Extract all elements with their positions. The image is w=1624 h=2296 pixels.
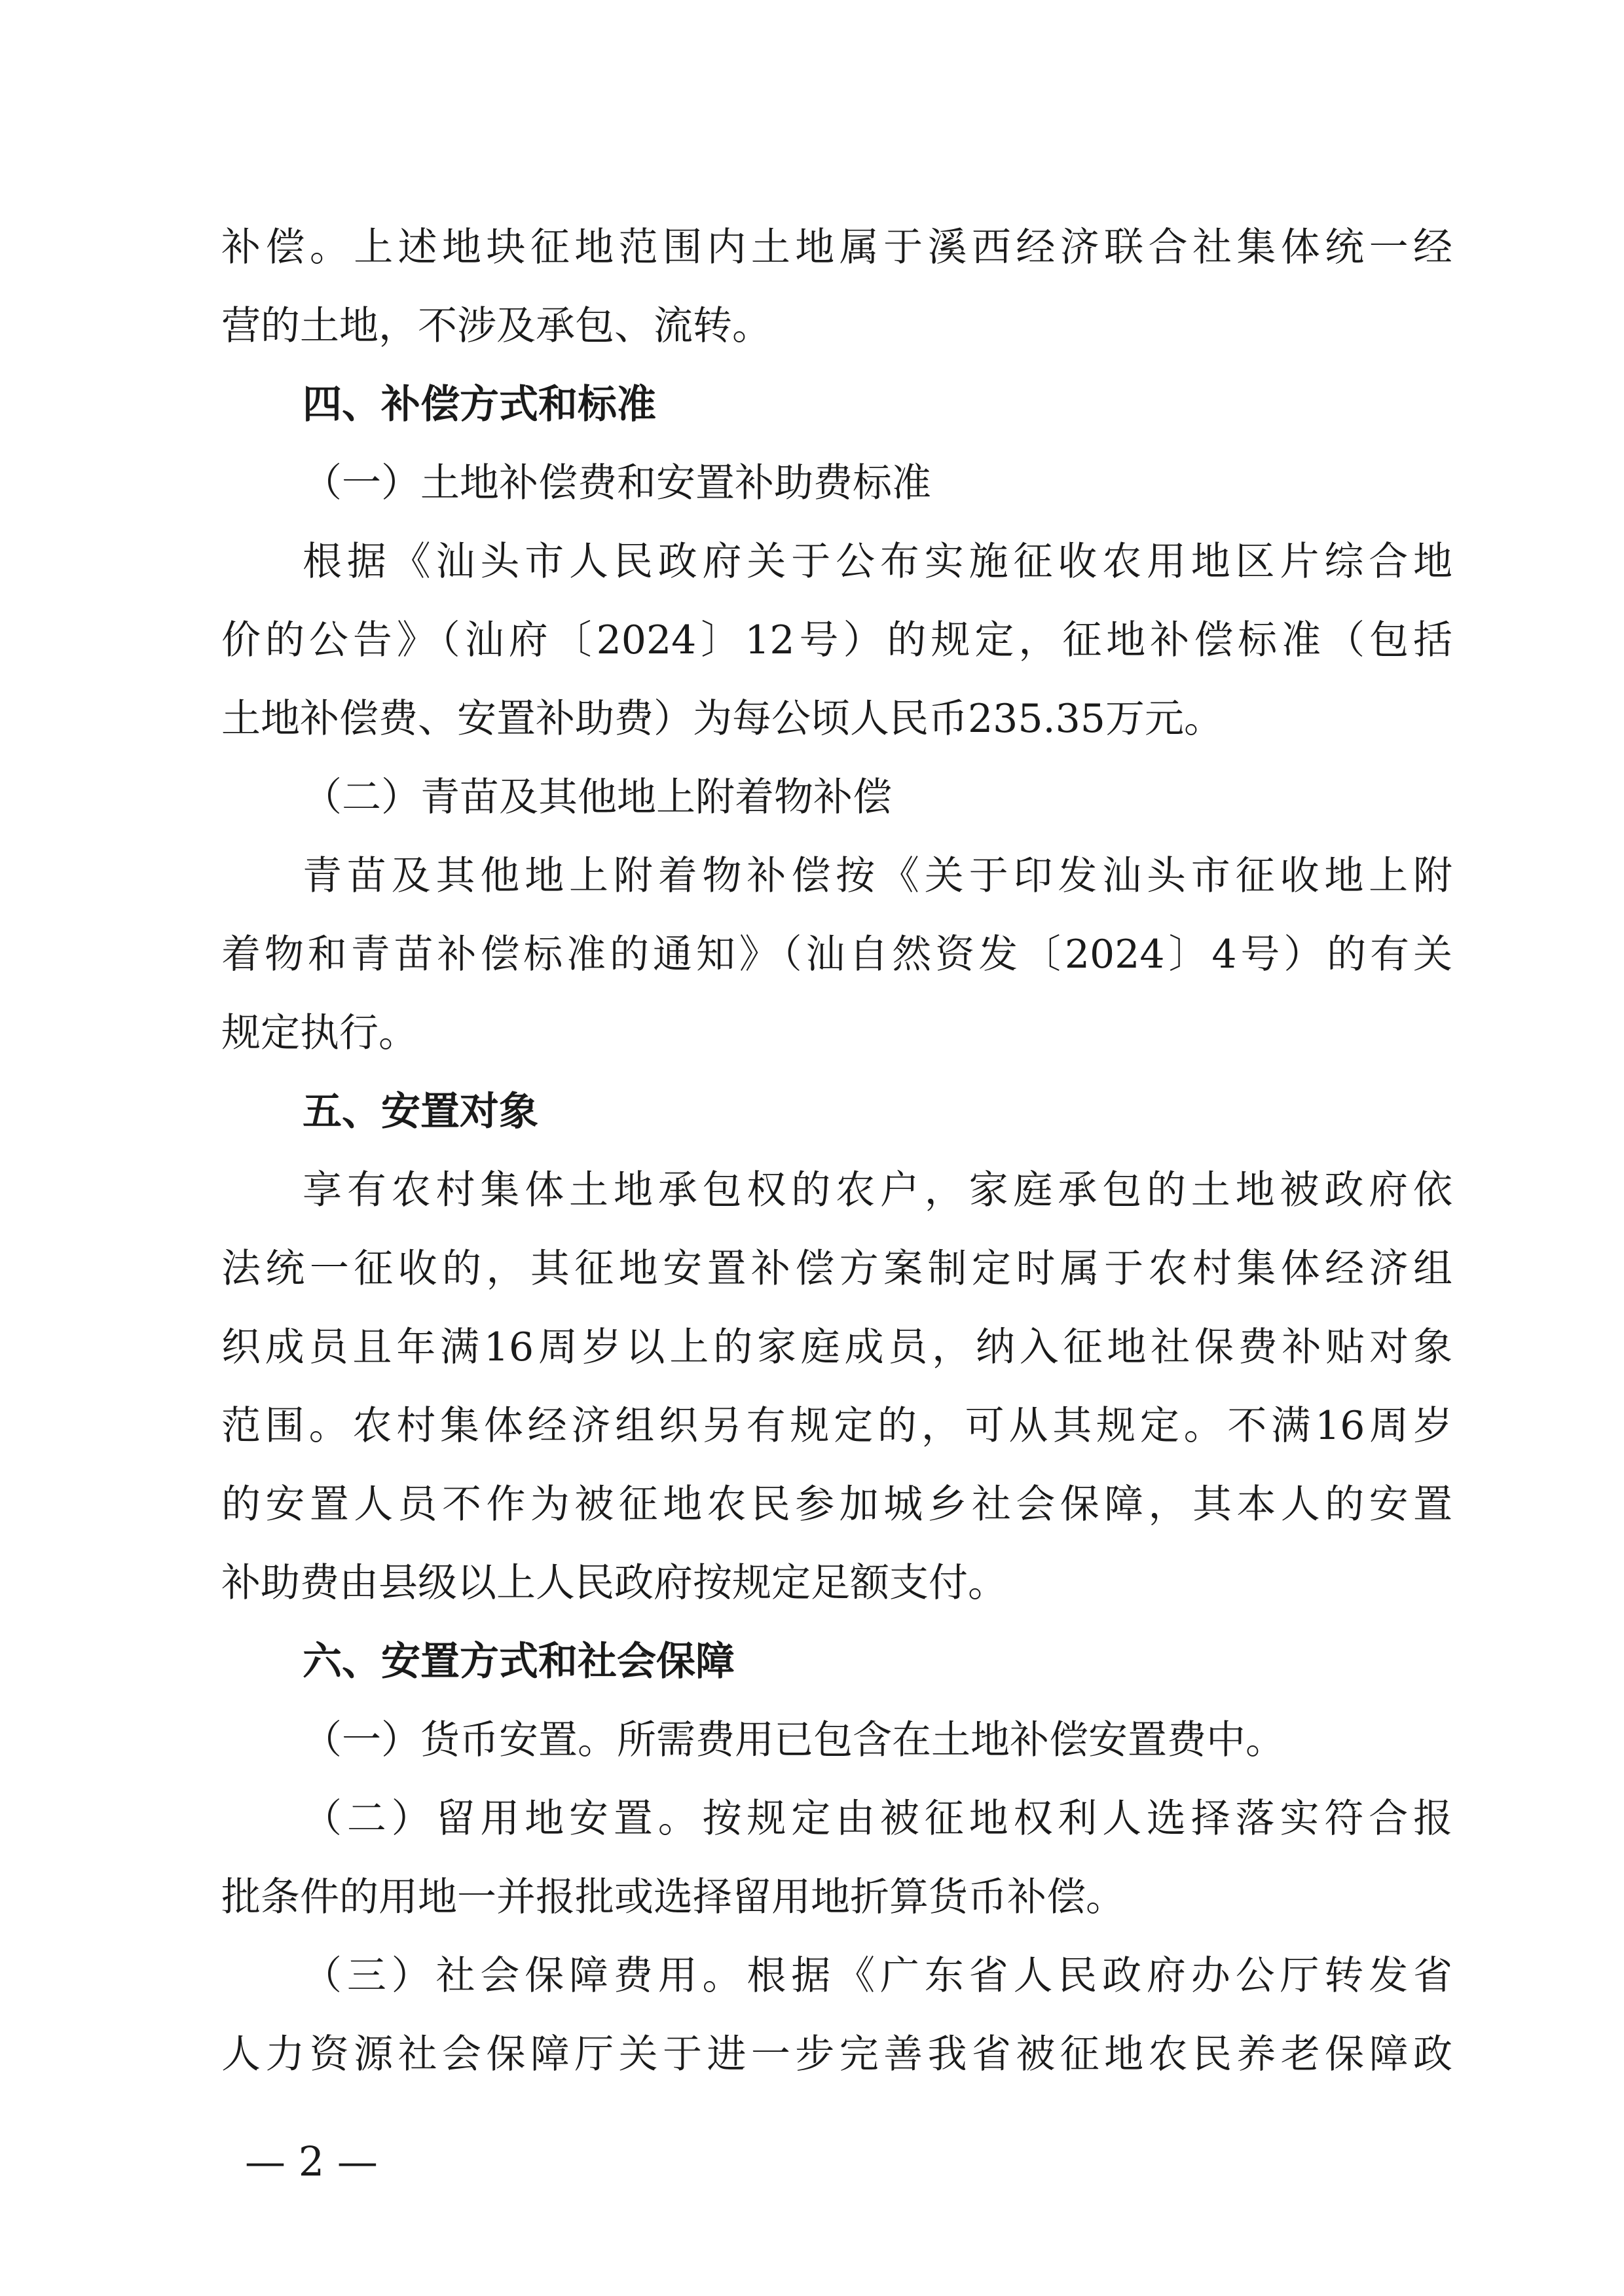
paragraph-line: 范围。农村集体经济组织另有规定的，可从其规定。不满16周岁	[221, 1403, 1452, 1449]
paragraph-line: 青苗及其他地上附着物补偿按《关于印发汕头市征收地上附	[303, 853, 1452, 899]
paragraph-line: （二）留用地安置。按规定由被征地权利人选择落实符合报	[303, 1796, 1452, 1842]
paragraph-line: 法统一征收的，其征地安置补偿方案制定时属于农村集体经济组	[221, 1246, 1452, 1292]
paragraph-line: 着物和青苗补偿标准的通知》（汕自然资发〔2024〕4号）的有关	[221, 932, 1452, 977]
paragraph-line: （三）社会保障费用。根据《广东省人民政府办公厅转发省	[303, 1953, 1452, 1999]
section-heading-compensation: 四、补偿方式和标准	[303, 382, 656, 428]
document-body	[221, 208, 1452, 2094]
paragraph-line: 织成员且年满16周岁以上的家庭成员，纳入征地社保费补贴对象	[221, 1324, 1452, 1370]
paragraph-line: 人力资源社会保障厅关于进一步完善我省被征地农民养老保障政	[221, 2032, 1452, 2077]
paragraph-line: 批条件的用地一并报批或选择留用地折算货币补偿。	[221, 1874, 1125, 1920]
paragraph-line: （一）货币安置。所需费用已包含在土地补偿安置费中。	[303, 1717, 1285, 1763]
page-number: — 2 —	[245, 2138, 378, 2185]
section-heading-resettlement-targets: 五、安置对象	[303, 1089, 538, 1135]
paragraph-line: 补助费由县级以上人民政府按规定足额支付。	[221, 1560, 1007, 1606]
paragraph-line: 营的土地，不涉及承包、流转。	[221, 303, 771, 349]
paragraph-line: 价的公告》（汕府〔2024〕12号）的规定，征地补偿标准（包括	[221, 617, 1452, 663]
paragraph-line: 土地补偿费、安置补助费）为每公顷人民币235.35万元。	[221, 696, 1223, 742]
paragraph-line: 根据《汕头市人民政府关于公布实施征收农用地区片综合地	[303, 539, 1452, 585]
paragraph-line: 享有农村集体土地承包权的农户，家庭承包的土地被政府依	[303, 1167, 1452, 1213]
subsection-heading-crops: （二）青苗及其他地上附着物补偿	[303, 774, 892, 820]
paragraph-line: 的安置人员不作为被征地农民参加城乡社会保障，其本人的安置	[221, 1482, 1452, 1527]
paragraph-line: 补偿。上述地块征地范围内土地属于溪西经济联合社集体统一经	[221, 225, 1452, 270]
paragraph-line: 规定执行。	[221, 1010, 418, 1056]
subsection-heading-land-compensation: （一）土地补偿费和安置补助费标准	[303, 460, 931, 506]
section-heading-resettlement-methods: 六、安置方式和社会保障	[303, 1639, 735, 1685]
